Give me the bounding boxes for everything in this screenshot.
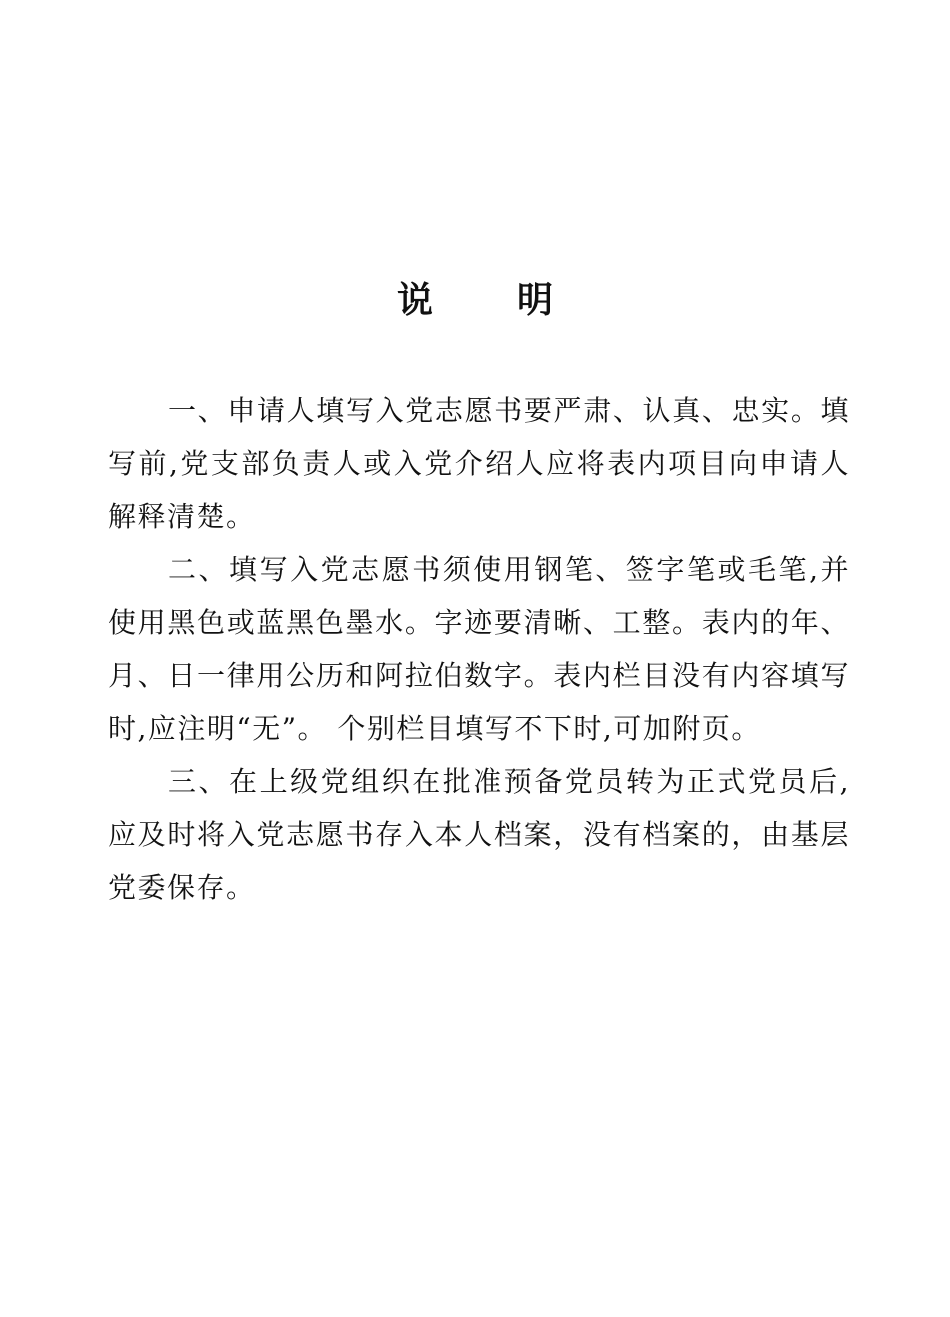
- instruction-paragraph-2: 二、填写入党志愿书须使用钢笔、签字笔或毛笔,并使用黑色或蓝黑色墨水。字迹要清晰、工整。表内的年、月、日一律用公历和阿拉伯数字。表内栏目没有内容填写时,应注明“无”。 个别栏目填写不下时,可加附页。: [108, 553, 850, 745]
- instruction-paragraph-1: 一、申请人填写入党志愿书要严肃、认真、忠实。填写前,党支部负责人或入党介绍人应将表内项目向申请人解释清楚。: [108, 394, 850, 533]
- instructions-body: [108, 384, 850, 914]
- title-char-2: 明: [517, 279, 554, 321]
- title-char-1: 说: [396, 279, 433, 321]
- instruction-paragraph-3: 三、在上级党组织在批准预备党员转为正式党员后,应及时将入党志愿书存入本人档案，没有档案的，由基层党委保存。: [108, 765, 850, 904]
- document-title: [0, 272, 950, 328]
